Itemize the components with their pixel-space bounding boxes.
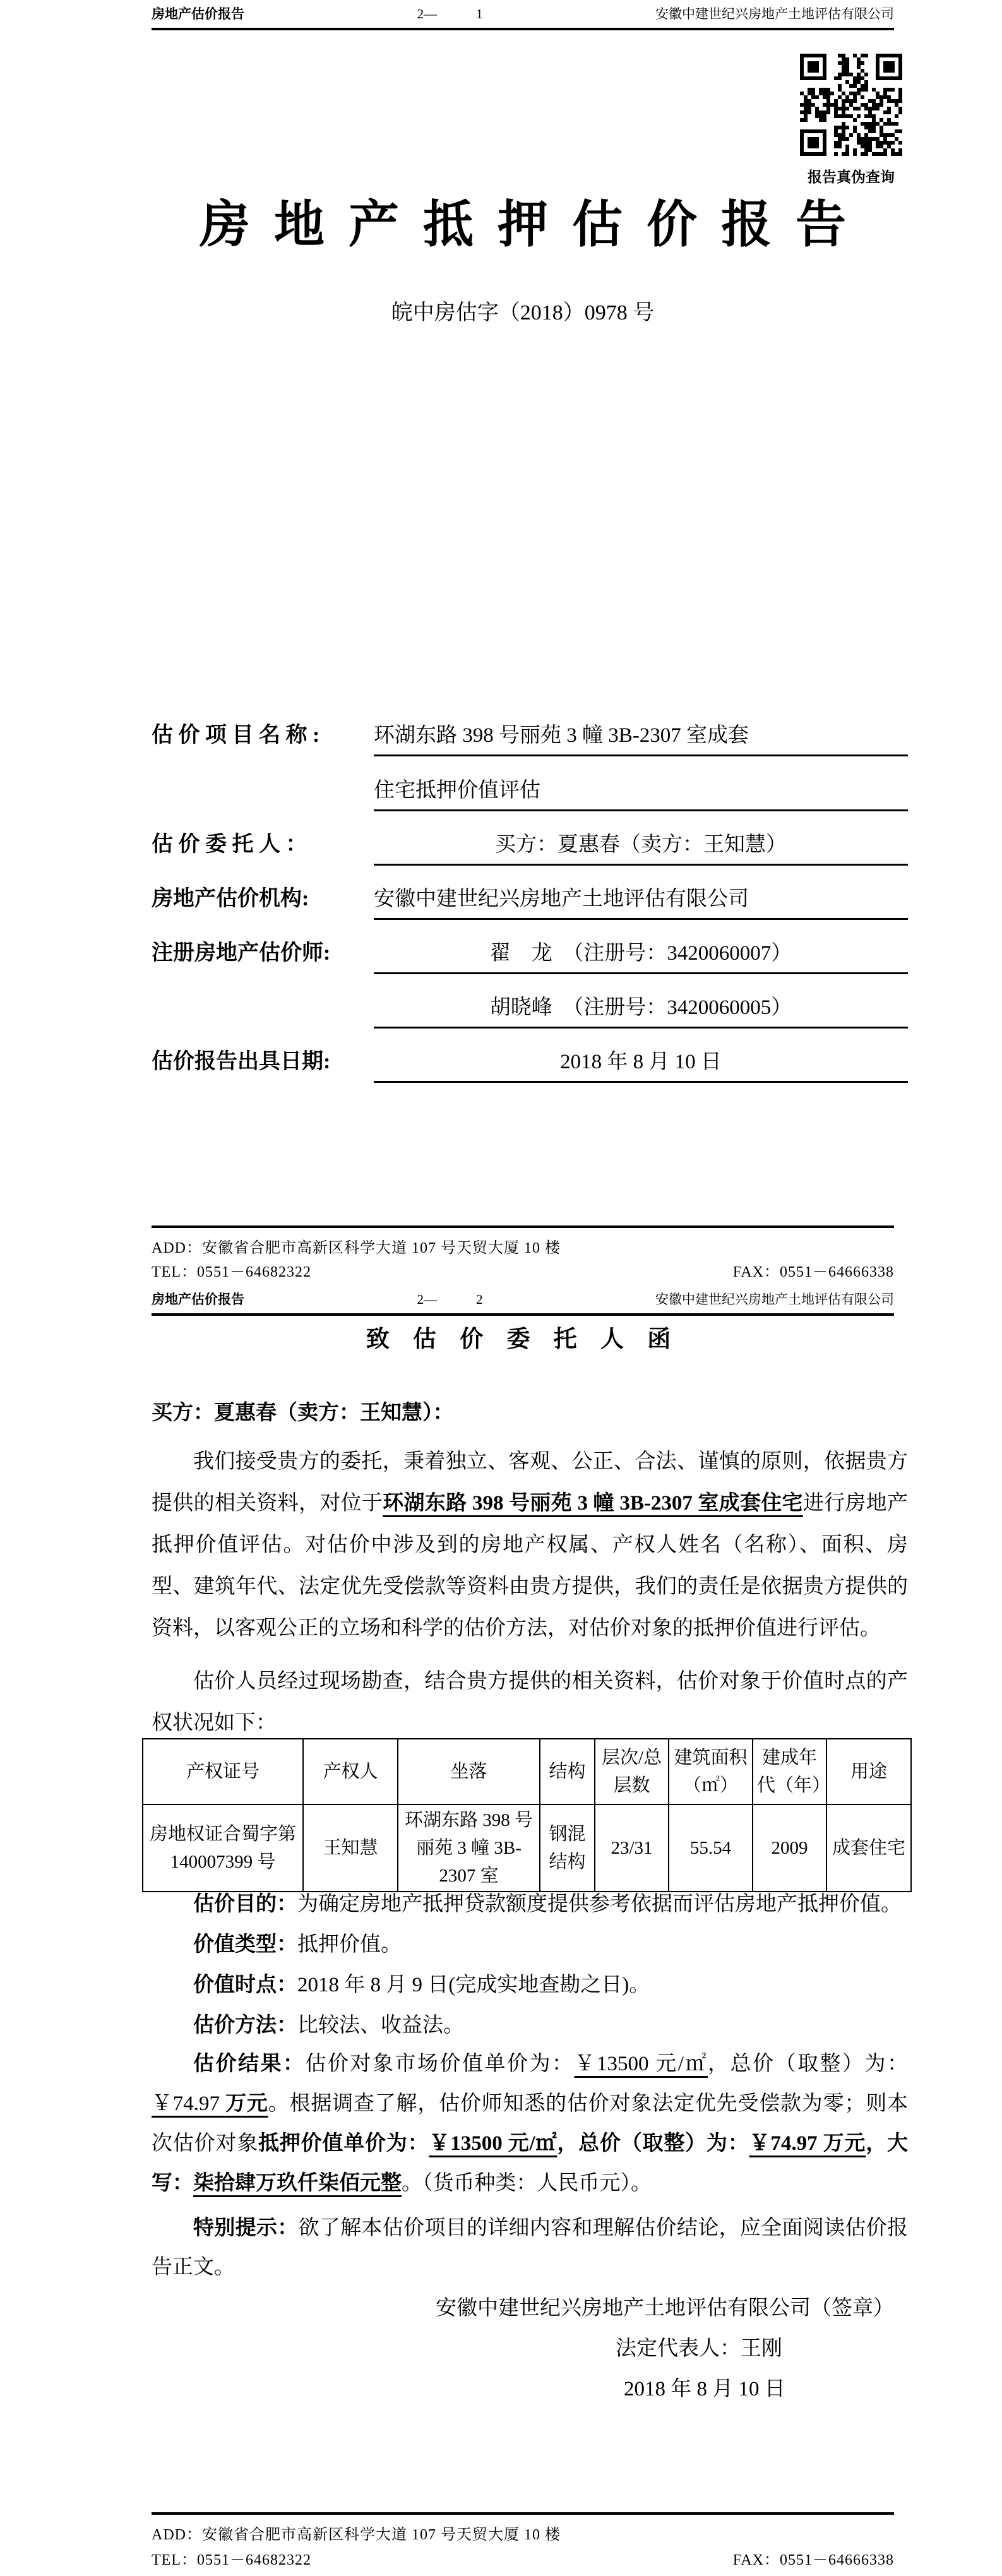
cell-structure: 钢混结构 [540, 1804, 595, 1892]
cell-location: 环湖东路 398 号丽苑 3 幢 3B-2307 室 [398, 1804, 540, 1892]
field-value: 安徽中建世纪兴房地产土地评估有限公司 [374, 885, 908, 920]
cell-cert-no: 房地权证合蜀字第140007399 号 [143, 1804, 303, 1892]
signature-date: 2018 年 8 月 10 日 [624, 2378, 785, 2400]
table-header-row [143, 1739, 911, 1804]
text-run: 柒拾肆万玖仟柒佰元整 [193, 2172, 402, 2195]
text-run: 估价结果： [193, 2053, 306, 2075]
col-header-structure: 结构 [540, 1739, 595, 1804]
text-run: 。（货币种类：人民币元）。 [402, 2172, 652, 2195]
text-run: 估价目的： [193, 1893, 297, 1916]
field-project-name-line2 [152, 777, 908, 811]
letter-salutation: 买方：夏惠春（卖方：王知慧）： [152, 1402, 454, 1424]
footer-fax: FAX：0551－64666338 [732, 2552, 894, 2568]
running-header-page-number [417, 1291, 483, 1308]
text-run: ￥13500 元/㎡ [574, 2053, 708, 2075]
col-header-use: 用途 [826, 1739, 911, 1804]
text-run: ，大写： [152, 2132, 909, 2195]
report-doc-number: 皖中房估字（2018）0978 号 [391, 301, 655, 325]
text-run: 环湖东路 398 号丽苑 3 幢 3B-2307 室成套住宅 [383, 1492, 803, 1515]
field-value: 环湖东路 398 号丽苑 3 幢 3B-2307 室成套 [374, 722, 908, 756]
text-run: 价值时点： [193, 1974, 297, 1996]
text-run: 为确定房地产抵押贷款额度提供参考依据而评估房地产抵押价值。 [297, 1893, 902, 1916]
col-header-location: 坐落 [398, 1739, 540, 1804]
page2-footer-telfax [152, 2551, 894, 2570]
text-run: ￥74.97 万元 [749, 2132, 866, 2155]
item-appraisal-method [152, 2012, 908, 2039]
field-label: 估 价 项 目 名 称 : [152, 724, 320, 747]
item-value-date [152, 1971, 908, 1999]
item-appraisal-purpose [152, 1890, 908, 1918]
text-run: ￥13500 元/㎡ [429, 2132, 558, 2155]
running-header-doc-type: 房地产估价报告 [152, 1292, 244, 1307]
text-run: 估价对象市场价值单价为： [305, 2053, 575, 2075]
item-value-type [152, 1931, 908, 1959]
text-run: 特别提示： [193, 2217, 299, 2239]
field-appraiser-2 [152, 994, 908, 1029]
cell-owner: 王知慧 [303, 1804, 398, 1892]
text-run: 抵押价值单价为： [258, 2132, 429, 2155]
text-run: 抵押价值。 [297, 1933, 402, 1956]
page2-running-header [152, 1291, 894, 1316]
item-special-note [152, 2209, 908, 2287]
page-no: 1 [476, 6, 483, 21]
field-value: 住宅抵押价值评估 [374, 777, 908, 811]
field-label: 估价报告出具日期: [152, 1050, 331, 1073]
running-header-company: 安徽中建世纪兴房地产土地评估有限公司 [655, 1292, 894, 1307]
qr-code [800, 54, 902, 156]
qr-caption: 报告真伪查询 [808, 169, 895, 185]
letter-paragraph-2 [152, 1661, 908, 1744]
text-run: ，总价（取整）为： [557, 2132, 749, 2155]
footer-fax: FAX：0551－64666338 [732, 1264, 894, 1280]
page2-footer-rule [152, 2512, 894, 2515]
field-value: 胡晓峰 （注册号：3420060005） [374, 994, 908, 1029]
col-header-owner: 产权人 [303, 1739, 398, 1804]
property-table [142, 1738, 912, 1892]
text-run: 我们接受贵方的委托，秉着独立、客观、公正、合法、谨慎的原则，依据贵方提供的相关资料，对位于 [152, 1450, 908, 1515]
page-prefix: 2— [417, 1292, 437, 1307]
text-run: 估价人员经过现场勘查，结合贵方提供的相关资料，估价对象于价值时点的产权状况如下： [152, 1670, 908, 1734]
page-no: 2 [476, 1292, 483, 1307]
letter-title: 致 估 价 委 托 人 函 [366, 1327, 680, 1352]
field-label: 估 价 委 托 人 ： [152, 833, 307, 856]
property-table-wrap [142, 1738, 912, 1892]
page-prefix: 2— [417, 6, 437, 21]
col-header-area: 建筑面积（㎡） [669, 1739, 753, 1804]
text-run: 估价方法： [193, 2014, 297, 2037]
text-run: ，总价（取整）为： [707, 2053, 909, 2075]
field-value: 买方：夏惠春（卖方：王知慧） [374, 831, 908, 866]
field-value: 翟 龙 （注册号：3420060007） [374, 939, 908, 974]
text-run: 价值类型： [193, 1933, 297, 1956]
footer-tel: TEL：0551－64682322 [152, 2552, 311, 2568]
text-run: ￥74.97 [152, 2092, 226, 2115]
text-run: 2018 年 8 月 9 日(完成实地查勘之日)。 [297, 1974, 650, 1996]
running-header-doc-type: 房地产估价报告 [152, 6, 244, 21]
field-agency [152, 885, 908, 920]
col-header-cert-no: 产权证号 [143, 1739, 303, 1804]
text-run: 。根据调查了解，估价师知悉的估价对象法定优先受偿款为零；则本次估价对象 [152, 2092, 909, 2155]
text-run: 万元 [225, 2092, 268, 2115]
field-project-name-line1 [152, 722, 908, 756]
field-label: 注册房地产估价师: [152, 941, 331, 965]
field-client [152, 831, 908, 866]
cell-use: 成套住宅 [826, 1804, 911, 1892]
field-appraiser-1 [152, 939, 908, 974]
cell-year: 2009 [753, 1804, 826, 1892]
report-title: 房地产抵押估价报告 [200, 198, 870, 253]
cell-floor: 23/31 [595, 1804, 669, 1892]
page1-footer-address: ADD：安徽省合肥市高新区科学大道 107 号天贸大厦 10 楼 [152, 1240, 561, 1256]
field-label: 房地产估价机构: [152, 887, 309, 910]
item-appraisal-result [152, 2044, 908, 2203]
page1-footer-telfax [152, 1263, 894, 1282]
text-run: 比较法、收益法。 [297, 2014, 464, 2037]
letter-paragraph-1 [152, 1441, 908, 1649]
field-value: 2018 年 8 月 10 日 [374, 1048, 908, 1083]
text-run: 欲了解本估价项目的详细内容和理解估价结论，应全面阅读估价报告正文。 [152, 2217, 909, 2279]
text-run: 进行房地产抵押价值评估。对估价中涉及到的房地产权属、产权人姓名（名称）、面积、房型、建筑年代、法定优先受偿款等资料由贵方提供，我们的责任是依据贵方提供的资料，以客观公正的立场和科学的估价方法，对估价对象的抵押价值进行评估。 [152, 1492, 909, 1640]
col-header-year: 建成年代（年） [753, 1739, 826, 1804]
table-row [143, 1804, 911, 1892]
footer-tel: TEL：0551－64682322 [152, 1264, 311, 1280]
page1-footer-rule [152, 1225, 894, 1228]
page2-footer-address: ADD：安徽省合肥市高新区科学大道 107 号天贸大厦 10 楼 [152, 2527, 561, 2543]
col-header-floor: 层次/总层数 [595, 1739, 669, 1804]
signature-legal-representative: 法定代表人：王刚 [616, 2337, 782, 2360]
cell-area: 55.54 [669, 1804, 753, 1892]
signature-company: 安徽中建世纪兴房地产土地评估有限公司（签章） [436, 2297, 894, 2320]
page1-running-header [152, 5, 894, 30]
field-issue-date [152, 1048, 908, 1083]
running-header-page-number [417, 5, 483, 23]
running-header-company: 安徽中建世纪兴房地产土地评估有限公司 [655, 6, 894, 21]
